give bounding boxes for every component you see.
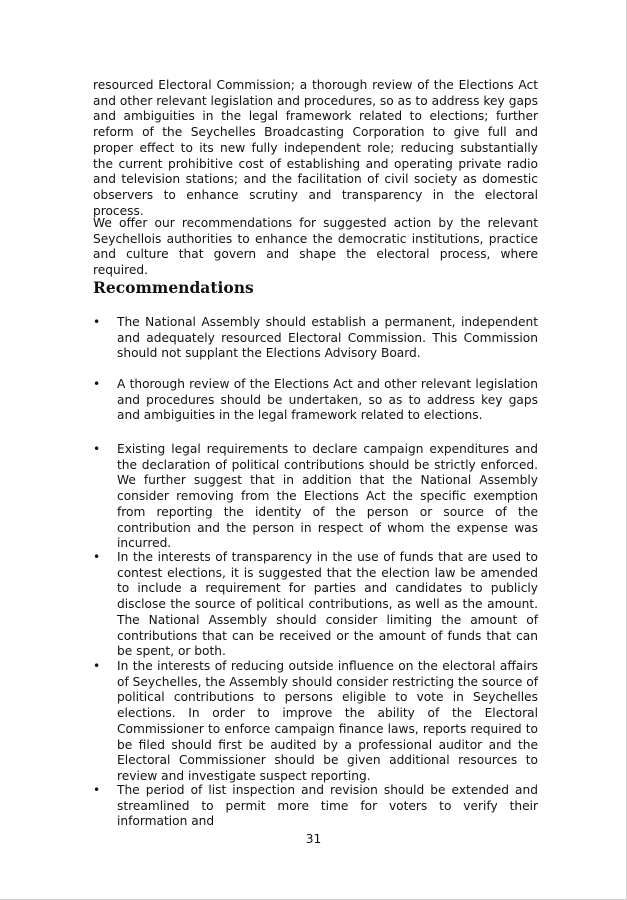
recommendation-item [93,550,538,660]
recommendation-text: The National Assembly should establish a permanent, independent and adequately resourced Electoral Commission. This Commission should not supplant the Elections Advisory Board. [117,315,538,361]
recommendation-text: The period of list inspection and revision should be extended and streamlined to permit more time for voters to verify their information and [117,783,538,829]
recommendation-item [93,315,538,362]
bullet-icon: • [93,442,101,456]
recommendation-text: In the interests of reducing outside influence on the electoral affairs of Seychelles, the Assembly should consider restricting the source of political contributions to persons eligible to vote in Seychelles elections. In order to improve the ability of the Electoral Commissioner to enforce campaign finance laws, reports required to be filed should first be audited by a professional auditor and the Electoral Commissioner should be given additional resources to review and investigate suspect reporting. [117,659,538,783]
recommendations-heading: Recommendations [93,278,254,297]
recommendation-item [93,659,538,785]
bullet-icon: • [93,659,101,673]
bullet-icon: • [93,377,101,391]
bullet-icon: • [93,783,101,797]
bullet-icon: • [93,550,101,564]
recommendation-text: A thorough review of the Elections Act and other relevant legislation and procedures should be undertaken, so as to address key gaps and ambiguities in the legal framework related to elections. [117,377,538,423]
recommendation-item [93,442,538,552]
intro-paragraph-2: We offer our recommendations for suggested action by the relevant Seychellois authorities to enhance the democratic institutions, practice and culture that govern and shape the electoral process, where required. [93,216,538,278]
recommendation-text: In the interests of transparency in the use of funds that are used to contest elections, it is suggested that the election law be amended to include a requirement for parties and candidates to publicly disclose the source of political contributions, as well as the amount. The National Assembly should consider limiting the amount of contributions that can be received or the amount of funds that can be spent, or both. [117,550,538,659]
page-number: 31 [305,832,322,846]
intro-paragraph-1: resourced Electoral Commission; a thorough review of the Elections Act and other relevant legislation and procedures, so as to address key gaps and ambiguities in the legal framework related to elections; further reform of the Seychelles Broadcasting Corporation to give full and proper effect to its new fully independent role; reducing substantially the current prohibitive cost of establishing and operating private radio and television stations; and the facilitation of civil society as domestic observers to enhance scrutiny and transparency in the electoral process. [93,78,538,218]
recommendation-item [93,377,538,424]
bullet-icon: • [93,315,101,329]
recommendation-item [93,783,538,830]
recommendation-text: Existing legal requirements to declare campaign expenditures and the declaration of political contributions should be strictly enforced. We further suggest that in addition that the National Assembly consider removing from the Elections Act the specific exemption from reporting the identity of the person or source of the contribution and the person in respect of whom the expense was incurred. [117,442,538,551]
